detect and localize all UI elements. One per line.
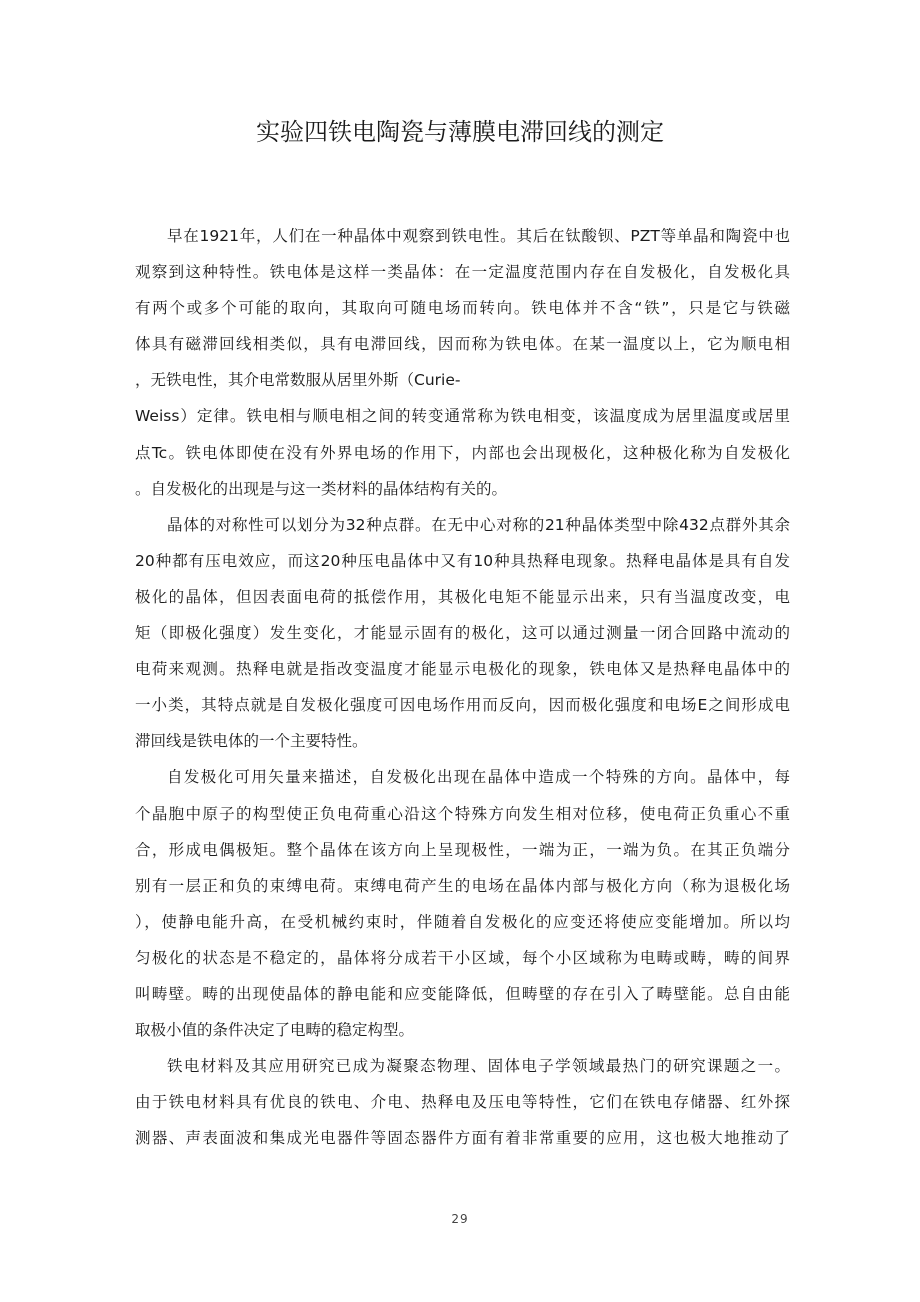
page-title: 实验四铁电陶瓷与薄膜电滞回线的测定 (256, 118, 664, 146)
text-line: 取极小值的条件决定了电畴的稳定构型。 (135, 1021, 415, 1040)
text-line: 个晶胞中原子的构型使正负电荷重心沿这个特殊方向发生相对位移，使电荷正负重心不重 (135, 804, 790, 823)
text-line: ），使静电能升高，在受机械约束时，伴随着自发极化的应变还将使应变能增加。所以均 (135, 912, 790, 931)
text-line: 20种都有压电效应，而这20种压电晶体中又有10种具热释电现象。热释电晶体是具有自发 (135, 551, 790, 570)
text-line: 匀极化的状态是不稳定的，晶体将分成若干小区域，每个小区域称为电畴或畴，畴的间界 (135, 948, 790, 967)
text-line: 观察到这种特性。铁电体是这样一类晶体：在一定温度范围内存在自发极化，自发极化具 (135, 263, 790, 282)
text-line: 叫畴壁。畴的出现使晶体的静电能和应变能降低，但畴壁的存在引入了畴壁能。总自由能 (135, 984, 790, 1003)
text-line: ，无铁电性，其介电常数服从居里外斯（Curie- (135, 371, 461, 390)
text-line: 晶体的对称性可以划分为32种点群。在无中心对称的21种晶体类型中除432点群外其余 (167, 515, 790, 534)
page-number: 29 (451, 1212, 469, 1226)
text-line: 。自发极化的出现是与这一类材料的晶体结构有关的。 (135, 479, 508, 498)
text-line: 测器、声表面波和集成光电器件等固态器件方面有着非常重要的应用，这也极大地推动了 (135, 1129, 790, 1148)
text-line: 点Tc。铁电体即使在没有外界电场的作用下，内部也会出现极化，这种极化称为自发极化 (135, 443, 790, 462)
text-line: 自发极化可用矢量来描述，自发极化出现在晶体中造成一个特殊的方向。晶体中，每 (167, 768, 790, 787)
text-line: 别有一层正和负的束缚电荷。束缚电荷产生的电场在晶体内部与极化方向（称为退极化场 (135, 876, 790, 895)
body-text (135, 218, 790, 1156)
text-line: 由于铁电材料具有优良的铁电、介电、热释电及压电等特性，它们在铁电存储器、红外探 (135, 1093, 790, 1112)
text-line: 早在1921年，人们在一种晶体中观察到铁电性。其后在钛酸钡、PZT等单晶和陶瓷中也 (167, 227, 790, 245)
text-line: 体具有磁滞回线相类似，具有电滞回线，因而称为铁电体。在某一温度以上，它为顺电相 (135, 335, 790, 354)
text-line: 合，形成电偶极矩。整个晶体在该方向上呈现极性，一端为正，一端为负。在其正负端分 (135, 840, 790, 859)
text-line: 矩（即极化强度）发生变化，才能显示固有的极化，这可以通过测量一闭合回路中流动的 (135, 624, 790, 643)
text-line: Weiss）定律。铁电相与顺电相之间的转变通常称为铁电相变，该温度成为居里温度或居里 (135, 407, 790, 426)
text-line: 铁电材料及其应用研究已成为凝聚态物理、固体电子学领域最热门的研究课题之一。 (167, 1057, 790, 1076)
text-line: 极化的晶体，但因表面电荷的抵偿作用，其极化电矩不能显示出来，只有当温度改变，电 (135, 587, 790, 606)
text-line: 有两个或多个可能的取向，其取向可随电场而转向。铁电体并不含“铁”，只是它与铁磁 (135, 299, 790, 318)
text-line: 滞回线是铁电体的一个主要特性。 (135, 732, 368, 751)
text-line: 电荷来观测。热释电就是指改变温度才能显示电极化的现象，铁电体又是热释电晶体中的 (135, 660, 790, 679)
text-line: 一小类，其特点就是自发极化强度可因电场作用而反向，因而极化强度和电场E之间形成电 (135, 696, 790, 715)
